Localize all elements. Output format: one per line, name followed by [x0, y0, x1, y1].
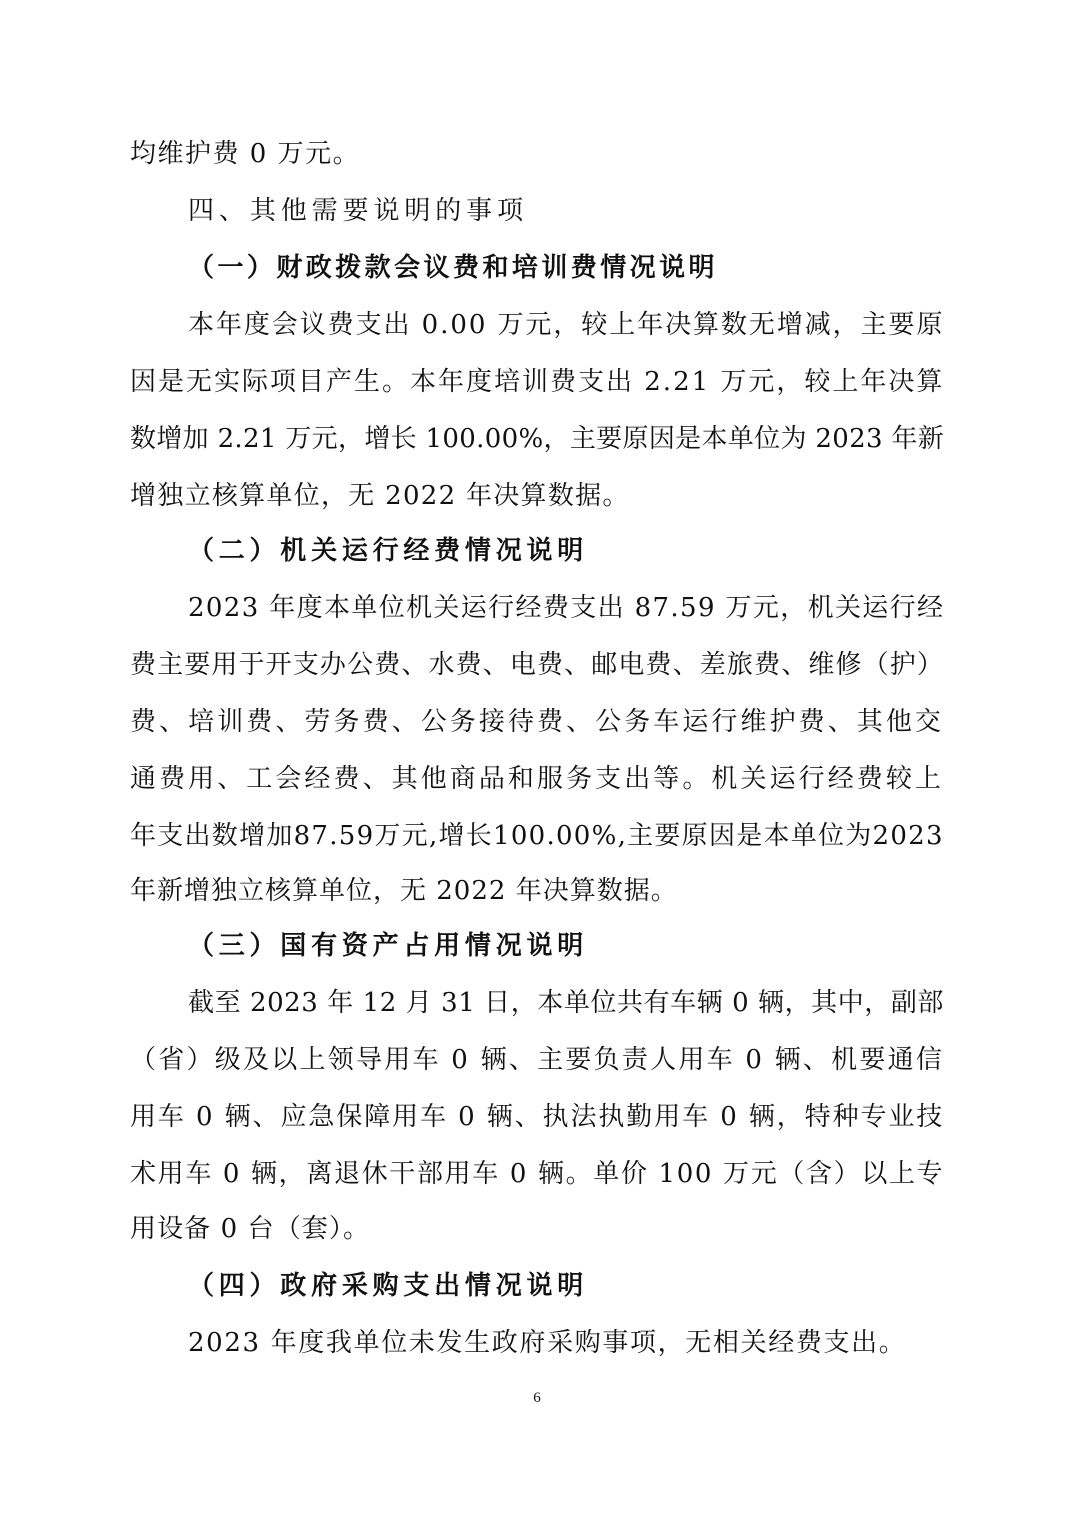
- text-line: 截至 2023 年 12 月 31 日，本单位共有车辆 0 辆，其中，副部: [188, 988, 944, 1018]
- text-line: 年新增独立核算单位，无 2022 年决算数据。: [130, 876, 678, 906]
- text-line: 年支出数增加87.59万元,增长100.00%,主要原因是本单位为2023: [130, 821, 944, 851]
- text-line: 本年度会议费支出 0.00 万元，较上年决算数无增减，主要原: [188, 310, 945, 340]
- subsection-heading: （三）国有资产占用情况说明: [188, 931, 589, 961]
- page-number: 6: [533, 1390, 541, 1406]
- section-heading: 四、其他需要说明的事项: [188, 196, 529, 226]
- text-line: （省）级及以上领导用车 0 辆、主要负责人用车 0 辆、机要通信: [130, 1045, 945, 1075]
- text-line: 均维护费 0 万元。: [130, 139, 361, 169]
- text-line: 因是无实际项目产生。本年度培训费支出 2.21 万元，较上年决算: [130, 367, 945, 397]
- subsection-heading: （二）机关运行经费情况说明: [188, 536, 589, 566]
- text-line: 2023 年度我单位未发生政府采购事项，无相关经费支出。: [188, 1328, 907, 1358]
- text-line: 费主要用于开支办公费、水费、电费、邮电费、差旅费、维修（护）: [130, 650, 945, 680]
- text-line: 费、培训费、劳务费、公务接待费、公务车运行维护费、其他交: [130, 707, 945, 737]
- text-line: 用设备 0 台（套）。: [130, 1214, 371, 1244]
- text-line: 2023 年度本单位机关运行经费支出 87.59 万元，机关运行经: [188, 593, 945, 623]
- text-line: 术用车 0 辆，离退休干部用车 0 辆。单价 100 万元（含）以上专: [130, 1159, 945, 1189]
- text-line: 用车 0 辆、应急保障用车 0 辆、执法执勤用车 0 辆，特种专业技: [130, 1102, 945, 1132]
- subsection-heading: （一）财政拨款会议费和培训费情况说明: [188, 253, 719, 283]
- text-line: 通费用、工会经费、其他商品和服务支出等。机关运行经费较上: [130, 764, 945, 794]
- subsection-heading: （四）政府采购支出情况说明: [188, 1271, 589, 1301]
- text-line: 增独立核算单位，无 2022 年决算数据。: [130, 481, 630, 511]
- text-line: 数增加 2.21 万元，增长 100.00%，主要原因是本单位为 2023 年新: [130, 424, 945, 454]
